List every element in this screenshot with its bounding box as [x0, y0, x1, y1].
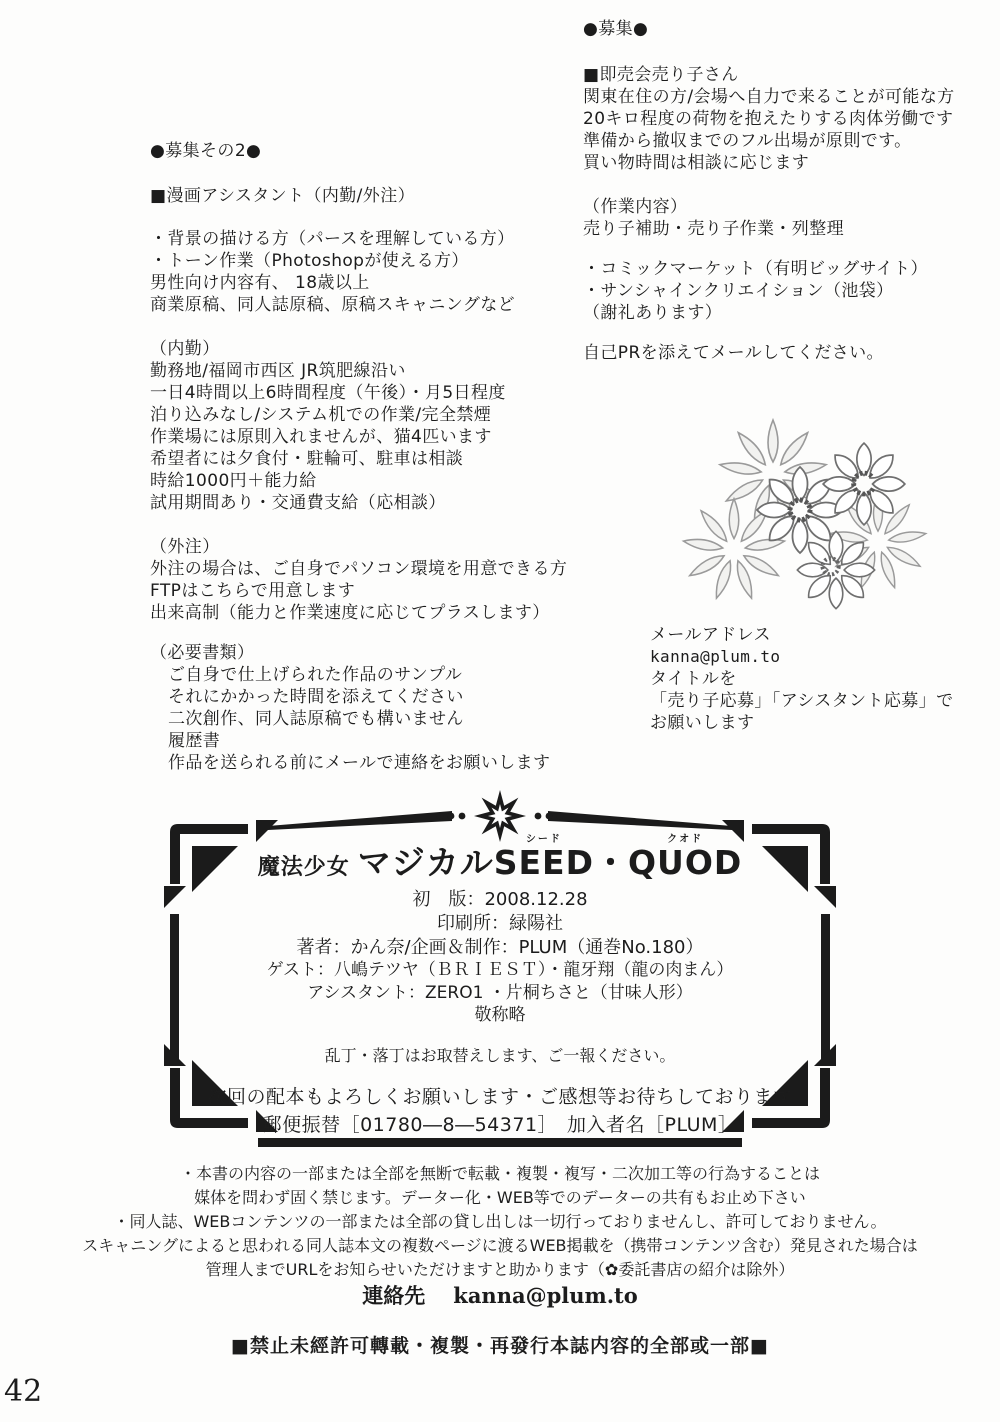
- work-content-block: [583, 196, 844, 240]
- text-line: FTPはこちらで用意します: [150, 581, 356, 601]
- text-line: 20キロ程度の荷物を抱えたりする肉体労働です: [583, 109, 954, 129]
- next-issue-line: 次回の配本もよろしくお願いします・ご感想等お待ちしております: [207, 1086, 793, 1108]
- text-line: 一日4時間以上6時間程度（午後）・月5日程度: [150, 383, 506, 403]
- defect-notice: 乱丁・落丁はお取替えします、ご一報ください。: [324, 1046, 676, 1065]
- email-address: kanna@plum.to: [650, 647, 781, 666]
- printer-line: 印刷所：緑陽社: [437, 913, 563, 934]
- chinese-prohibition-notice: ■禁止未經許可轉載・複製・再發行本誌内容的全部或一部■: [231, 1335, 769, 1357]
- text-line: 二次創作、同人誌原稿でも構いません: [168, 709, 464, 729]
- text-line: 出来高制（能力と作業速度に応じてプラスします）: [150, 603, 550, 623]
- title-quod: クオド QUOD: [627, 834, 743, 882]
- seller-recruit-block: [583, 64, 955, 174]
- text-line: 準備から撤収までのフル出場が原則です。: [583, 131, 912, 151]
- text-line: ・背景の描ける方（パースを理解している方）: [150, 229, 515, 249]
- recruit-heading-right: ●募集●: [583, 19, 649, 39]
- text-line: 「売り子応募」「アシスタント応募」で: [650, 691, 954, 711]
- text-line: 管理人までURLをお知らせいただけますと助かります（✿委託書店の紹介は除外）: [205, 1260, 795, 1279]
- work-heading: （作業内容）: [583, 197, 688, 217]
- text-line: それにかかった時間を添えてください: [168, 687, 464, 707]
- ruby-quod: クオド: [667, 834, 704, 845]
- text-line: 媒体を問わず固く禁じます。データー化・WEB等でのデーターの共有もお止め下さい: [194, 1188, 806, 1207]
- events-block: [583, 258, 928, 324]
- contact-email: kanna@plum.to: [453, 1283, 638, 1308]
- text-line: 商業原稿、同人誌原稿、原稿スキャニングなど: [150, 295, 516, 315]
- guest-line: ゲスト：八嶋テツヤ（ＢＲＩＥＳＴ）・龍牙翔（龍の肉まん）: [266, 960, 734, 980]
- text-line: 売り子補助・売り子作業・列整理: [583, 219, 844, 239]
- text-line: 作業場には原則入れませんが、猫4匹います: [150, 427, 492, 447]
- text-line: スキャニングによると思われる同人誌本文の複数ページに渡るWEB掲載を（携帯コンテンツ含む）発見された場合は: [82, 1236, 918, 1255]
- honorifics-line: 敬称略: [474, 1005, 526, 1025]
- title-katakana: マジカル: [357, 843, 494, 882]
- gaichu-block: [150, 536, 567, 624]
- author-line: 著者：かん奈/企画＆制作：PLUM（通巻No.180）: [296, 937, 704, 958]
- text-line: 外注の場合は、ご自身でパソコン環境を用意できる方: [150, 559, 568, 579]
- text-line: 試用期間あり・交通費支給（応相談）: [150, 493, 446, 513]
- text-line: 時給1000円＋能力給: [150, 471, 317, 491]
- title-dot: ・: [593, 843, 628, 882]
- flower-illustration: [678, 392, 934, 626]
- text-line: 男性向け内容有、 18歳以上: [150, 273, 370, 293]
- edition-line: 初 版：2008.12.28: [412, 889, 588, 910]
- mail-block: [650, 624, 954, 734]
- text-line: ・コミックマーケット（有明ビッグサイト）: [583, 259, 928, 279]
- text-line: お願いします: [650, 713, 755, 733]
- series-prefix: 魔法少女: [257, 855, 350, 880]
- seller-job-title: ■即売会売り子さん: [583, 65, 739, 85]
- text-line: （謝礼あります）: [583, 303, 723, 323]
- naikin-block: [150, 338, 506, 514]
- text-line: ・本書の内容の一部または全部を無断で転載・複製・複写・二次加工等の行為することは: [179, 1164, 820, 1183]
- text-line: 買い物時間は相談に応じます: [583, 153, 810, 173]
- text-line: ご自身で仕上げられた作品のサンプル: [168, 665, 463, 685]
- page-number: 42: [4, 1374, 43, 1409]
- book-title: [150, 834, 850, 881]
- text-line: ・サンシャインクリエイション（池袋）: [583, 281, 894, 301]
- text-line: 泊り込みなし/システム机での作業/完全禁煙: [150, 405, 492, 425]
- assistant-line: アシスタント：ZERO1 ・片桐ちさと（甘味人形）: [307, 983, 693, 1003]
- assistant-job-title: ■漫画アシスタント（内勤/外注）: [150, 186, 415, 206]
- title-seed: シード SEED: [493, 834, 594, 882]
- text-line: タイトルを: [650, 669, 737, 689]
- text-line: 勤務地/福岡市西区 JR筑肥線沿い: [150, 361, 406, 381]
- text-line: ・同人誌、WEBコンテンツの一部または全部の貸し出しは一切行っておりませんし、許可しておりません。: [113, 1212, 887, 1231]
- naikin-heading: （内勤）: [150, 339, 220, 359]
- docs-block: [150, 642, 550, 774]
- postal-transfer-line: 郵便振替［01780―8―54371］ 加入者名［PLUM］: [262, 1114, 738, 1136]
- contact-label: 連絡先: [362, 1283, 426, 1308]
- text-line: 履歴書: [168, 731, 221, 751]
- contact-line: [0, 1284, 1000, 1308]
- docs-heading: （必要書類）: [150, 643, 255, 663]
- self-pr-line: 自己PRを添えてメールしてください。: [583, 343, 884, 363]
- text-line: 希望者には夕食付・駐輪可、駐車は相談: [150, 449, 464, 469]
- recruit-heading-left: ●募集その2●: [150, 141, 262, 161]
- text-line: ・トーン作業（Photoshopが使える方）: [150, 251, 469, 271]
- text-line: 関東在住の方/会場へ自力で来ることが可能な方: [583, 87, 955, 107]
- mail-heading: メールアドレス: [650, 625, 771, 645]
- requirements-block: [150, 228, 515, 316]
- gaichu-heading: （外注）: [150, 537, 220, 557]
- text-line: 作品を送られる前にメールで連絡をお願いします: [168, 753, 551, 773]
- ruby-seed: シード: [525, 834, 562, 845]
- copyright-notice: [0, 1162, 1000, 1282]
